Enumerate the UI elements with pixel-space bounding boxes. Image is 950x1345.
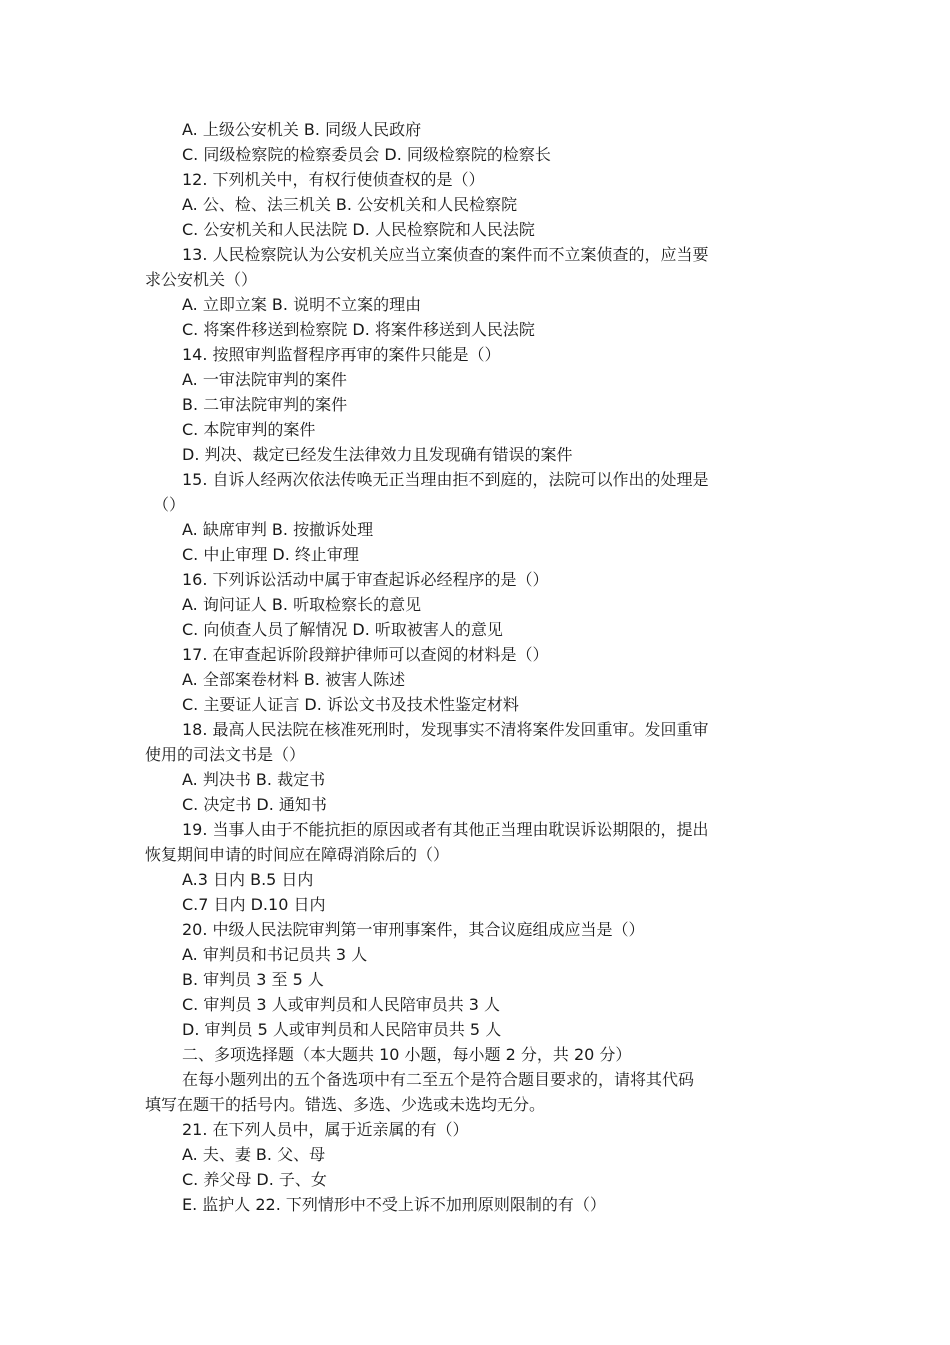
text-line: 19. 当事人由于不能抗拒的原因或者有其他正当理由耽误诉讼期限的，提出 [182, 820, 709, 839]
text-line: A.3 日内 B.5 日内 [182, 870, 314, 889]
text-line: A. 立即立案 B. 说明不立案的理由 [182, 295, 422, 314]
text-line: A. 判决书 B. 裁定书 [182, 770, 326, 789]
text-line: C.7 日内 D.10 日内 [182, 895, 326, 914]
text-line: A. 上级公安机关 B. 同级人民政府 [182, 120, 422, 139]
text-line: A. 审判员和书记员共 3 人 [182, 945, 368, 964]
text-line: 12. 下列机关中，有权行使侦查权的是（） [182, 170, 485, 189]
text-line: 16. 下列诉讼活动中属于审查起诉必经程序的是（） [182, 570, 549, 589]
text-line: 17. 在审查起诉阶段辩护律师可以查阅的材料是（） [182, 645, 549, 664]
text-line: （） [153, 495, 186, 514]
document-body [145, 117, 770, 1217]
text-line: C. 将案件移送到检察院 D. 将案件移送到人民法院 [182, 320, 535, 339]
text-line: C. 养父母 D. 子、女 [182, 1170, 327, 1189]
text-line: A. 公、检、法三机关 B. 公安机关和人民检察院 [182, 195, 518, 214]
text-line: B. 审判员 3 至 5 人 [182, 970, 324, 989]
text-line: E. 监护人 22. 下列情形中不受上诉不加刑原则限制的有（） [182, 1195, 606, 1214]
text-line: C. 中止审理 D. 终止审理 [182, 545, 359, 564]
text-line: A. 夫、妻 B. 父、母 [182, 1145, 326, 1164]
text-line: 使用的司法文书是（） [145, 745, 306, 764]
text-line: 18. 最高人民法院在核准死刑时，发现事实不清将案件发回重审。发回重审 [182, 720, 709, 739]
text-line: 15. 自诉人经两次依法传唤无正当理由拒不到庭的，法院可以作出的处理是 [182, 470, 709, 489]
text-line: B. 二审法院审判的案件 [182, 395, 348, 414]
text-line: A. 询问证人 B. 听取检察长的意见 [182, 595, 422, 614]
text-line: 恢复期间申请的时间应在障碍消除后的（） [145, 845, 450, 864]
text-line: C. 公安机关和人民法院 D. 人民检察院和人民法院 [182, 220, 535, 239]
text-line: D. 审判员 5 人或审判员和人民陪审员共 5 人 [182, 1020, 502, 1039]
text-line: C. 决定书 D. 通知书 [182, 795, 327, 814]
text-line: C. 同级检察院的检察委员会 D. 同级检察院的检察长 [182, 145, 551, 164]
text-line: 填写在题干的括号内。错选、多选、少选或未选均无分。 [145, 1095, 546, 1114]
text-line: C. 主要证人证言 D. 诉讼文书及技术性鉴定材料 [182, 695, 519, 714]
text-line: 21. 在下列人员中，属于近亲属的有（） [182, 1120, 469, 1139]
text-line: 二、多项选择题（本大题共 10 小题，每小题 2 分，共 20 分） [182, 1045, 632, 1064]
text-line: D. 判决、裁定已经发生法律效力且发现确有错误的案件 [182, 445, 573, 464]
text-line: C. 向侦查人员了解情况 D. 听取被害人的意见 [182, 620, 503, 639]
text-line: C. 审判员 3 人或审判员和人民陪审员共 3 人 [182, 995, 501, 1014]
text-line: A. 一审法院审判的案件 [182, 370, 347, 389]
text-line: A. 全部案卷材料 B. 被害人陈述 [182, 670, 406, 689]
text-line: A. 缺席审判 B. 按撤诉处理 [182, 520, 374, 539]
text-line: 14. 按照审判监督程序再审的案件只能是（） [182, 345, 501, 364]
text-line: 20. 中级人民法院审判第一审刑事案件，其合议庭组成应当是（） [182, 920, 645, 939]
text-line: 13. 人民检察院认为公安机关应当立案侦查的案件而不立案侦查的，应当要 [182, 245, 709, 264]
text-line: 求公安机关（） [145, 270, 258, 289]
text-line: C. 本院审判的案件 [182, 420, 316, 439]
text-line: 在每小题列出的五个备选项中有二至五个是符合题目要求的，请将其代码 [182, 1070, 695, 1089]
